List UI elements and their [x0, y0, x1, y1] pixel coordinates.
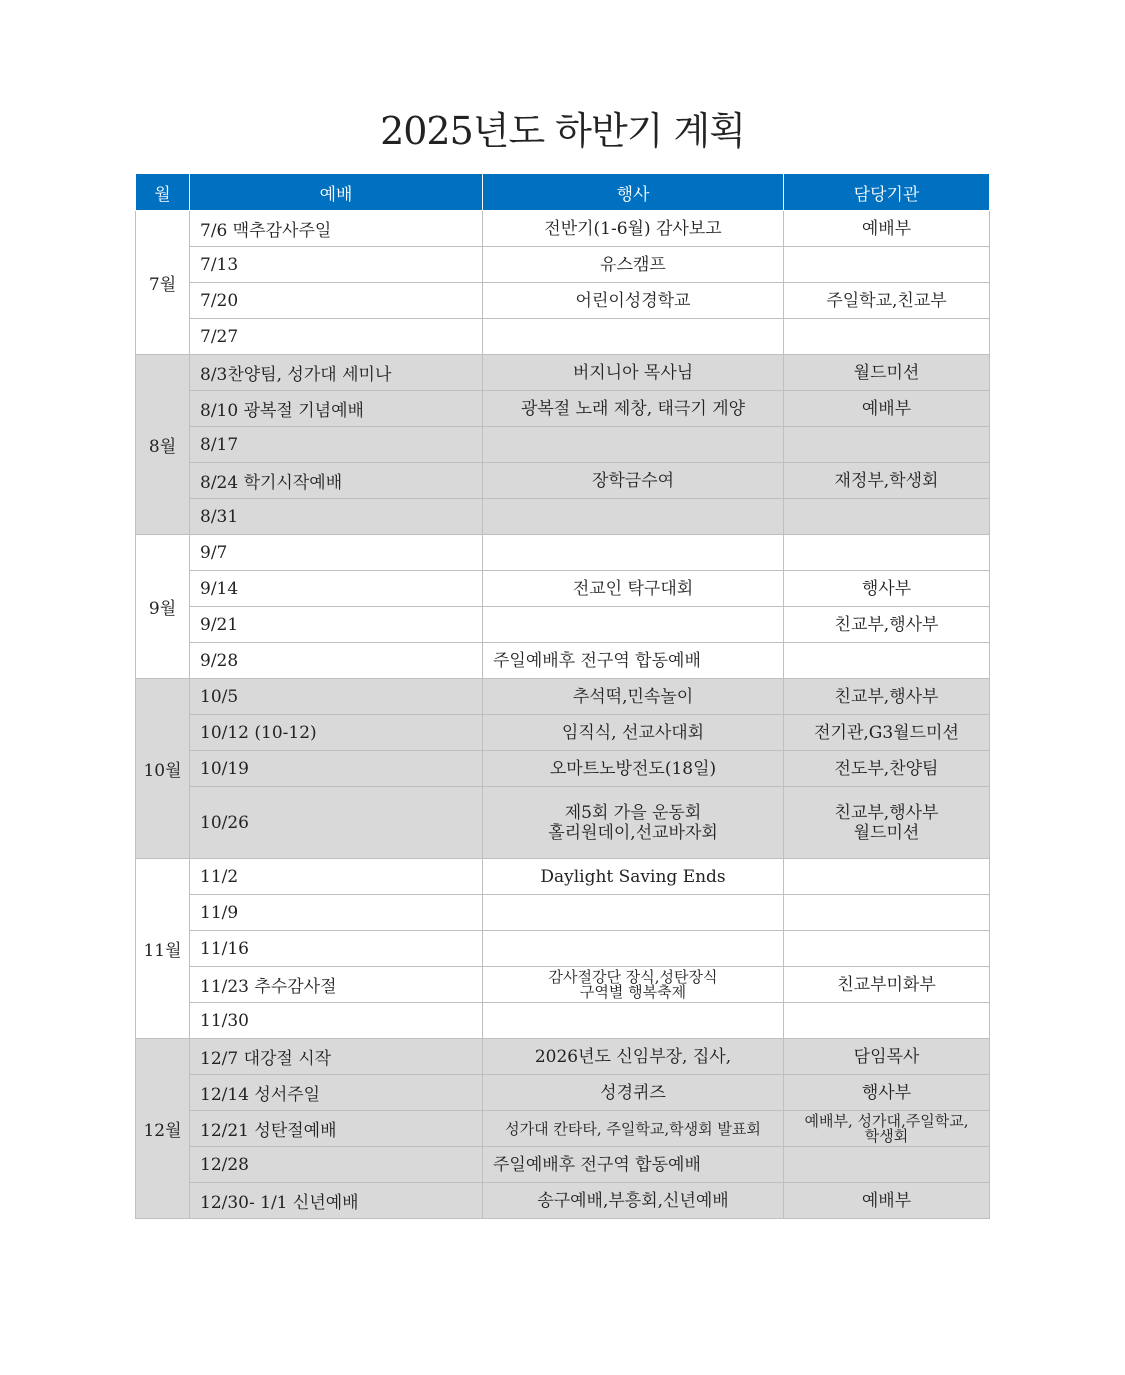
table-row [136, 247, 990, 283]
department-line: 행사부 [861, 1082, 912, 1103]
worship-cell: 8/3찬양팀, 성가대 세미나 [190, 355, 483, 391]
department-cell [784, 1111, 990, 1147]
worship-cell: 9/14 [190, 571, 483, 607]
event-cell [483, 571, 784, 607]
department-cell [784, 211, 990, 247]
event-line: 버지니아 목사님 [572, 362, 694, 383]
department-cell [784, 391, 990, 427]
worship-cell: 11/16 [190, 931, 483, 967]
department-line: 예배부, 성가대,주일학교, [804, 1111, 969, 1130]
worship-cell: 12/7 대강절 시작 [190, 1039, 483, 1075]
department-line: 예배부 [861, 218, 912, 239]
table-row [136, 967, 990, 1003]
header-event: 행사 [483, 174, 784, 211]
event-line: 전반기(1-6월) 감사보고 [544, 218, 722, 239]
worship-cell: 10/5 [190, 679, 483, 715]
department-line: 친교부,행사부 [834, 802, 939, 823]
event-line: 광복절 노래 제창, 태극기 게양 [520, 398, 746, 419]
event-cell [483, 931, 784, 967]
table-row [136, 211, 990, 247]
department-cell [784, 1147, 990, 1183]
header-department: 담당기관 [784, 174, 990, 211]
event-cell [483, 355, 784, 391]
table-row [136, 391, 990, 427]
worship-cell: 8/24 학기시작예배 [190, 463, 483, 499]
worship-cell: 12/30- 1/1 신년예배 [190, 1183, 483, 1219]
worship-cell: 10/12 (10-12) [190, 715, 483, 751]
worship-cell: 10/19 [190, 751, 483, 787]
event-cell [483, 967, 784, 1003]
department-line: 월드미션 [853, 822, 920, 843]
department-line: 친교부,행사부 [834, 686, 939, 707]
plan-table [135, 173, 990, 1219]
event-cell [483, 247, 784, 283]
event-cell [483, 283, 784, 319]
event-line: 추석떡,민속놀이 [572, 686, 694, 707]
header-worship: 예배 [190, 174, 483, 211]
table-row [136, 895, 990, 931]
event-cell [483, 895, 784, 931]
table-row [136, 427, 990, 463]
table-row [136, 643, 990, 679]
department-cell [784, 607, 990, 643]
event-cell [483, 607, 784, 643]
department-cell [784, 715, 990, 751]
table-row [136, 499, 990, 535]
event-cell [483, 499, 784, 535]
event-line: 구역별 행복축제 [579, 982, 687, 1001]
table-row [136, 931, 990, 967]
event-cell [483, 319, 784, 355]
department-line: 월드미션 [853, 362, 920, 383]
event-line: 성경퀴즈 [600, 1082, 666, 1103]
department-line: 친교부,행사부 [834, 614, 939, 635]
table-body [136, 211, 990, 1219]
table-row [136, 1183, 990, 1219]
event-cell [483, 1147, 784, 1183]
department-line: 전기관,G3월드미션 [814, 722, 959, 743]
department-cell [784, 283, 990, 319]
worship-cell: 7/27 [190, 319, 483, 355]
event-cell [483, 787, 784, 859]
month-cell: 10월 [136, 679, 190, 859]
worship-cell: 11/23 추수감사절 [190, 967, 483, 1003]
event-line: 송구예배,부흥회,신년예배 [537, 1190, 729, 1211]
event-cell [483, 391, 784, 427]
event-line: 오마트노방전도(18일) [549, 758, 717, 779]
department-line: 재정부,학생회 [834, 470, 939, 491]
event-cell [483, 1039, 784, 1075]
department-line: 행사부 [861, 578, 912, 599]
department-line: 예배부 [861, 398, 912, 419]
event-cell [483, 211, 784, 247]
department-line: 주일학교,친교부 [826, 290, 947, 311]
department-cell [784, 643, 990, 679]
worship-cell: 11/9 [190, 895, 483, 931]
department-line: 전도부,찬양팀 [834, 758, 939, 779]
event-line: 홀리원데이,선교바자회 [548, 822, 718, 843]
table-row [136, 1147, 990, 1183]
department-cell [784, 535, 990, 571]
event-cell [483, 715, 784, 751]
worship-cell: 11/30 [190, 1003, 483, 1039]
department-cell [784, 1003, 990, 1039]
table-row [136, 1003, 990, 1039]
worship-cell: 8/31 [190, 499, 483, 535]
department-line: 담임목사 [853, 1046, 920, 1067]
month-cell: 12월 [136, 1039, 190, 1219]
worship-cell: 9/28 [190, 643, 483, 679]
event-line: 어린이성경학교 [575, 290, 691, 311]
table-row [136, 463, 990, 499]
event-cell [483, 427, 784, 463]
event-line: Daylight Saving Ends [540, 866, 726, 887]
department-cell [784, 679, 990, 715]
table-row [136, 355, 990, 391]
department-cell [784, 967, 990, 1003]
department-line: 학생회 [864, 1126, 909, 1145]
department-line: 친교부미화부 [837, 974, 936, 995]
month-cell: 8월 [136, 355, 190, 535]
table-row [136, 535, 990, 571]
department-cell [784, 499, 990, 535]
event-cell [483, 1075, 784, 1111]
event-line: 감사절강단 장식,성탄장식 [548, 967, 718, 986]
table-row [136, 679, 990, 715]
month-cell: 11월 [136, 859, 190, 1039]
worship-cell: 9/21 [190, 607, 483, 643]
table-row [136, 607, 990, 643]
page-title: 2025년도 하반기 계획 [380, 109, 745, 153]
event-line: 전교인 탁구대회 [572, 578, 694, 599]
table-row [136, 715, 990, 751]
department-cell [784, 931, 990, 967]
worship-cell: 12/14 성서주일 [190, 1075, 483, 1111]
event-line: 성가대 칸타타, 주일학교,학생회 발표회 [505, 1119, 761, 1138]
table-row [136, 319, 990, 355]
department-cell [784, 751, 990, 787]
worship-cell: 8/17 [190, 427, 483, 463]
worship-cell: 12/21 성탄절예배 [190, 1111, 483, 1147]
department-cell [784, 787, 990, 859]
worship-cell: 9/7 [190, 535, 483, 571]
department-cell [784, 895, 990, 931]
event-line: 2026년도 신임부장, 집사, [534, 1046, 732, 1067]
department-cell [784, 247, 990, 283]
event-cell [483, 1003, 784, 1039]
month-cell: 9월 [136, 535, 190, 679]
table-row [136, 283, 990, 319]
department-cell [784, 319, 990, 355]
event-line: 유스캠프 [600, 254, 666, 275]
department-cell [784, 571, 990, 607]
worship-cell: 7/6 맥추감사주일 [190, 211, 483, 247]
department-cell [784, 463, 990, 499]
event-cell [483, 1183, 784, 1219]
event-cell [483, 463, 784, 499]
department-line: 예배부 [861, 1190, 912, 1211]
table-row [136, 787, 990, 859]
event-cell [483, 679, 784, 715]
event-cell [483, 751, 784, 787]
event-cell [483, 535, 784, 571]
table-row [136, 571, 990, 607]
event-line: 임직식, 선교사대회 [561, 722, 705, 743]
department-cell [784, 1039, 990, 1075]
event-cell [483, 859, 784, 895]
table-row [136, 751, 990, 787]
event-line: 주일예배후 전구역 합동예배 [493, 650, 701, 671]
event-cell [483, 1111, 784, 1147]
event-cell [483, 643, 784, 679]
month-cell: 7월 [136, 211, 190, 355]
department-cell [784, 859, 990, 895]
worship-cell: 8/10 광복절 기념예배 [190, 391, 483, 427]
table-row [136, 1111, 990, 1147]
department-cell [784, 427, 990, 463]
table-header [136, 174, 990, 211]
department-cell [784, 355, 990, 391]
worship-cell: 7/13 [190, 247, 483, 283]
table-row [136, 859, 990, 895]
department-cell [784, 1183, 990, 1219]
worship-cell: 7/20 [190, 283, 483, 319]
department-cell [784, 1075, 990, 1111]
worship-cell: 11/2 [190, 859, 483, 895]
worship-cell: 12/28 [190, 1147, 483, 1183]
event-line: 장학금수여 [591, 470, 675, 491]
event-line: 주일예배후 전구역 합동예배 [493, 1154, 701, 1175]
worship-cell: 10/26 [190, 787, 483, 859]
header-month: 월 [136, 174, 190, 211]
table-row [136, 1075, 990, 1111]
table-row [136, 1039, 990, 1075]
event-line: 제5회 가을 운동회 [564, 802, 702, 823]
